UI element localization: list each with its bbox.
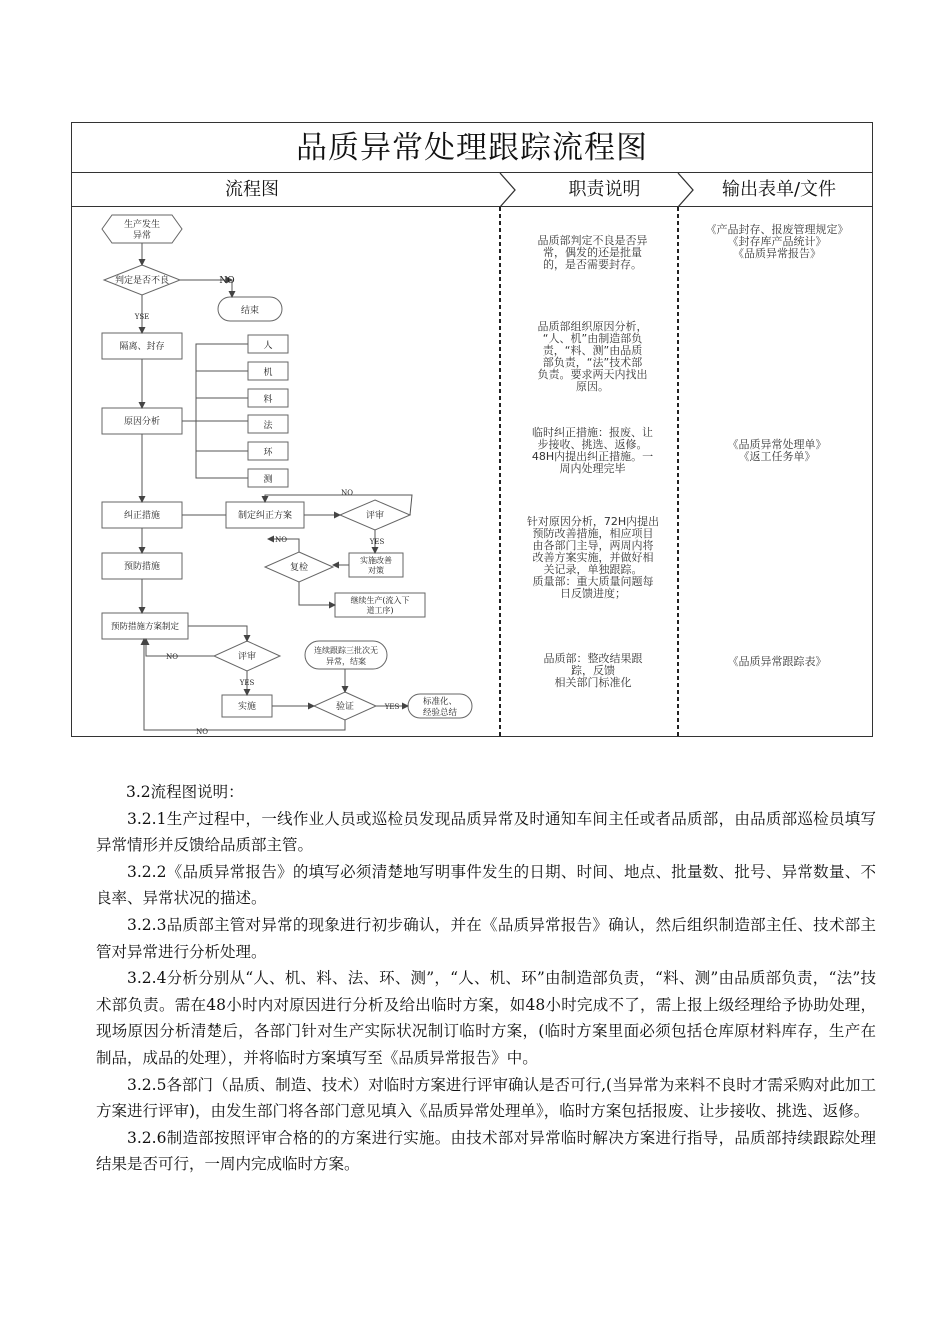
- output-block-1: 《产品封存、报废管理规定》 《封存库产品统计》 《品质异常报告》: [705, 223, 849, 260]
- node-label: 环: [263, 448, 273, 458]
- node-label: 预防措施: [123, 562, 161, 572]
- duty-block-4: 针对原因分析，72H内提出 预防改善措施，相应项目 由各部门主导，两周内将 改善方案实施，并做好相 关记录，单独跟踪。 质量部：重大质量问题每 日反馈进度；: [526, 515, 660, 600]
- flow-label: YSE: [134, 313, 150, 321]
- output-block-2: 《品质异常处理单》 《返工任务单》: [727, 438, 827, 463]
- node-label: 结束: [240, 306, 260, 316]
- paragraph-3-2-5: 3.2.5各部门（品质、制造、技术）对临时方案进行评审确认是否可行,(当异常为来料不良时才需采购对此加工方案进行评审)，由发生部门将各部门意见填入《品质异常处理单》，临时方案包括报废、让步接收、挑选、返修。: [96, 1075, 876, 1121]
- node-label: 评审: [237, 652, 257, 662]
- node-label: 原因分析: [123, 417, 161, 427]
- duty-block-1: 品质部判定不良是否异 常，偶发的还是批量 的，是否需要封存。: [537, 234, 648, 271]
- node-label: 预防措施方案制定: [110, 622, 180, 632]
- flowchart-diagram: [72, 123, 872, 736]
- node-label: 异常: [132, 231, 152, 241]
- flowchart-description: [96, 779, 876, 1178]
- node-label: 生产发生: [123, 220, 161, 230]
- node-label: 机: [263, 368, 273, 378]
- flowchart-frame: [71, 122, 873, 737]
- duty-block-3: 临时纠正措施：报废、让 步接收、挑选、返修。 48H内提出纠正措施。一 周内处理完毕: [531, 426, 654, 475]
- flow-label: NO: [275, 536, 287, 544]
- section-heading: 3.2流程图说明：: [126, 783, 244, 801]
- output-block-3: 《品质异常跟踪表》: [727, 655, 827, 668]
- header-flowchart: 流程图: [225, 179, 279, 200]
- paragraph-3-2-6: 3.2.6制造部按照评审合格的的方案进行实施。由技术部对异常临时解决方案进行指导，品质部持续跟踪处理结果是否可行，一周内完成临时方案。: [96, 1128, 876, 1174]
- node-label: 隔离、封存: [119, 342, 165, 352]
- node-label: 对策: [368, 566, 384, 575]
- node-label: 人: [263, 341, 273, 351]
- flow-label: NO: [196, 728, 208, 736]
- node-label: 连续跟踪三批次无: [314, 646, 378, 655]
- node-label: 实施: [237, 702, 257, 712]
- node-label: 料: [263, 395, 273, 405]
- duty-block-5: 品质部：整改结果跟 踪，反馈 相关部门标准化: [543, 652, 643, 689]
- header-duties: 职责说明: [568, 179, 641, 200]
- flow-label: YES: [369, 538, 385, 546]
- node-label: 法: [263, 421, 273, 431]
- paragraph-3-2-3: 3.2.3品质部主管对异常的现象进行初步确认，并在《品质异常报告》确认，然后组织制造部主任、技术部主管对异常进行分析处理。: [96, 915, 876, 961]
- node-label: 异常，结案: [326, 657, 366, 666]
- chevron-right-icon: [500, 173, 515, 207]
- flow-label: NO: [166, 653, 178, 661]
- header-outputs: 输出表单/文件: [721, 179, 837, 200]
- flow-label: NO: [219, 276, 235, 286]
- flow-label: NO: [341, 489, 353, 497]
- node-label: 标准化、: [422, 697, 458, 707]
- node-label: 制定纠正方案: [237, 511, 293, 521]
- chevron-right-icon: [678, 173, 693, 207]
- node-label: 评审: [365, 511, 385, 521]
- chart-title: 品质异常处理跟踪流程图: [72, 123, 872, 173]
- paragraph-3-2-2: 3.2.2《品质异常报告》的填写必须清楚地写明事件发生的日期、时间、地点、批量数、批号、异常数量、不良率、异常状况的描述。: [96, 862, 876, 908]
- node-label: 复检: [289, 563, 309, 573]
- flow-label: YES: [239, 679, 255, 687]
- node-label: 判定是否不良: [114, 276, 170, 286]
- flow-label: YES: [384, 703, 400, 711]
- node-label: 纠正措施: [123, 511, 161, 521]
- node-label: 经验总结: [422, 708, 458, 718]
- node-label: 验证: [335, 702, 355, 712]
- paragraph-3-2-1: 3.2.1生产过程中，一线作业人员或巡检员发现品质异常及时通知车间主任或者品质部，由品质部巡检员填写异常情形并反馈给品质部主管。: [96, 809, 876, 855]
- node-label: 实施改善: [360, 556, 392, 565]
- node-label: 测: [263, 475, 273, 485]
- node-label: 道工序): [366, 606, 394, 615]
- duty-block-2: 品质部组织原因分析， “人、机”由制造部负 责，“料、测”由品质 部负责，“法”技术部 负责。要求两天内找出 原因。: [537, 320, 648, 393]
- node-label: 继续生产(流入下: [350, 596, 410, 605]
- paragraph-3-2-4: 3.2.4分析分别从“人、机、料、法、环、测”，“人、机、环”由制造部负责，“料、测”由品质部负责，“法”技术部负责。需在48小时内对原因进行分析及给出临时方案，如48小时完成不了，需上报上级经理给予协助处理，现场原因分析清楚后，各部门针对生产实际状况制订临时方案，(临时方案里面必须包括仓库原材料库存，生产在制品，成品的处理），并将临时方案填写至《品质异常报告》中。: [96, 969, 876, 1067]
